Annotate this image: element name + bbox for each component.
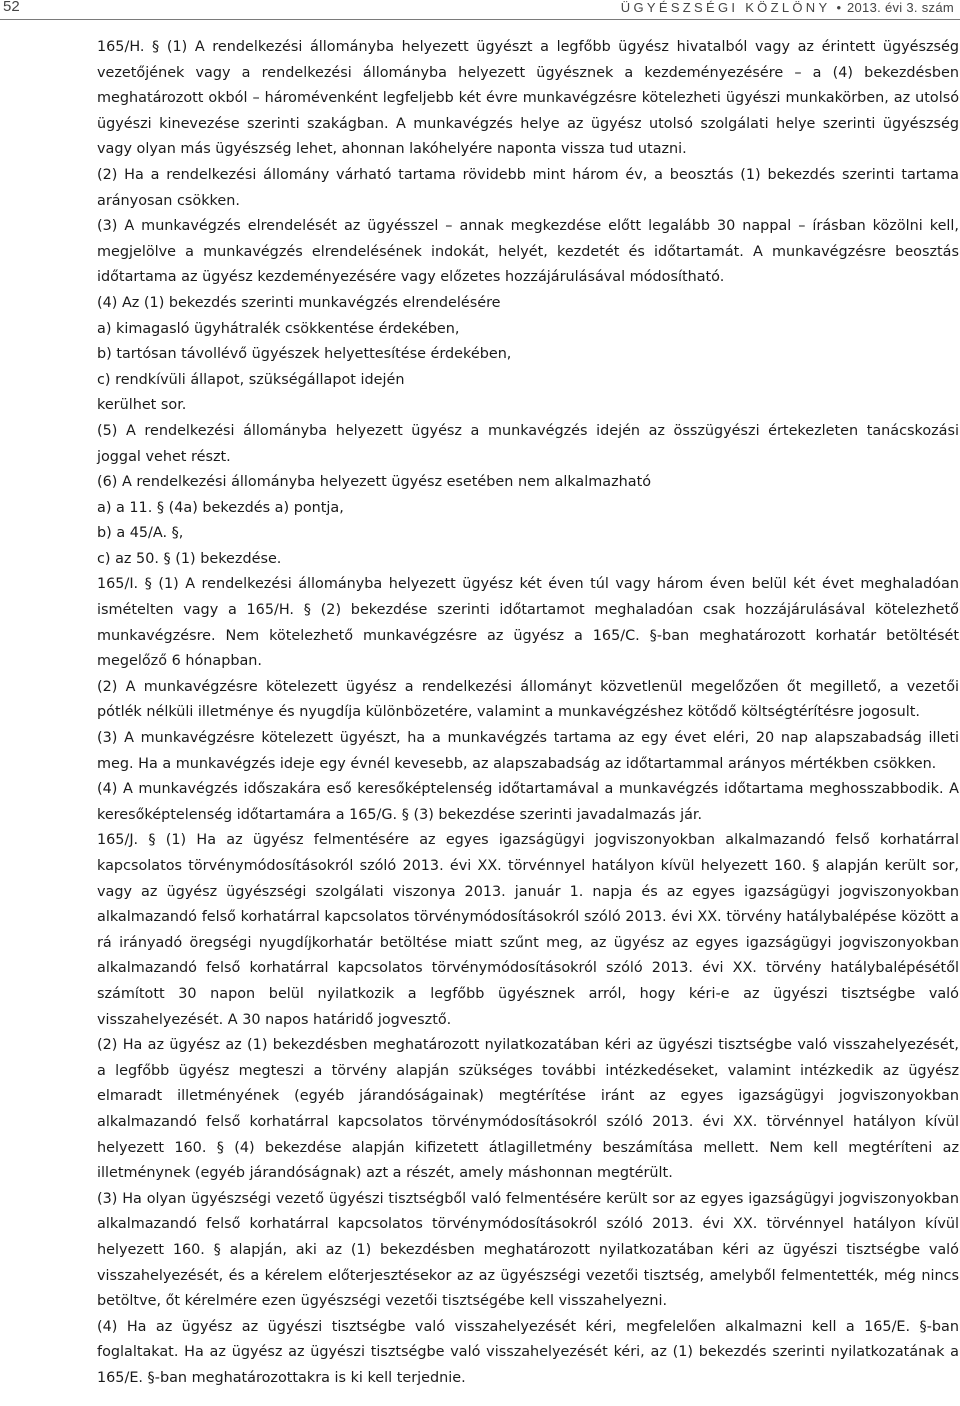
paragraph: 165/I. § (1) A rendelkezési állományba helyezett ügyész két éven túl vagy három éven belül két évet meghaladóan ismételten vagy a 165/H. § (2) bekezdése szerinti időtartamot meghaladóan csak hozzájárulásával kötelezhető munkavégzésre. Nem kötelezhető munkavégzésre az ügyész a 165/C. §-ban meghatározott korhatár betöltését megelőző 6 hónapban. [97, 576, 959, 670]
paragraph: (4) A munkavégzés időszakára eső keresőképtelenség időtartamával a munkavégzés időtartama meghosszabbodik. A keresőképtelenség időtartamára a 165/G. § (3) bekezdése szerinti javadalmazás jár. [97, 781, 959, 823]
bullet-separator: • [836, 0, 841, 15]
paragraph: (2) Ha az ügyész az (1) bekezdésben meghatározott nyilatkozatában kéri az ügyészi tisztségbe való visszahelyezését, a legfőbb ügyész megteszi a törvény alapján szükséges további intézkedéseket, valamint intézkedik az ügyész elmaradt illetményének (egyéb járandóságainak) megtérítése iránt az egyes igazságügyi jogviszonyokban alkalmazandó felső korhatárral kapcsolatos törvénymódosításokról szóló 2013. évi XX. törvénnyel hatályon kívül helyezett 160. § (4) bekezdése alapján kifizetett átlagilletmény beszámítása mellett. Nem kell megtéríteni az illetménynek (egyéb járandóságnak) azt a részét, amely máshonnan megtérült. [97, 1037, 959, 1182]
paragraph: (3) A munkavégzésre kötelezett ügyészt, ha a munkavégzés tartama az egy évet eléri, 20 nap alapszabadság illeti meg. Ha a munkavégzés ideje egy évnél kevesebb, az alapszabadság az időtartammal arányos mértékben csökken. [97, 730, 959, 772]
paragraph: (3) A munkavégzés elrendelését az ügyésszel – annak megkezdése előtt legalább 30 nappal – írásban közölni kell, megjelölve a munkavégzés elrendelésének indokát, helyét, kezdetét és időtartamát. A munkavégzésre beosztás időtartama az ügyész kezdeményezésére vagy előzetes hozzájárulásával módosítható. [97, 218, 959, 286]
list-item: b) a 45/A. §, [97, 525, 184, 542]
paragraph: (3) Ha olyan ügyészségi vezető ügyészi tisztségből való felmentésére került sor az egyes igazságügyi jogviszonyokban alkalmazandó felső korhatárral kapcsolatos törvénymódosításokról szóló 2013. évi XX. törvénnyel hatályon kívül helyezett 160. § alapján, aki az (1) bekezdésben meghatározott nyilatkozatában kéri az ügyészi tisztségbe való visszahelyezését, és a kérelem előterjesztésekor az az ügyészségi vezetői tisztség, amelyből felmentették, még nincs betöltve, őt kérelmére ezen ügyészségi vezetői tisztségébe kell visszahelyezni. [97, 1190, 959, 1310]
paragraph: (2) Ha a rendelkezési állomány várható tartama rövidebb mint három év, a beosztás (1) bekezdés szerinti tartama arányosan csökken. [97, 166, 959, 209]
document-body [97, 35, 959, 1391]
journal-title: ÜGYÉSZSÉGI KÖZLÖNY [620, 0, 831, 15]
paragraph: (6) A rendelkezési állományba helyezett ügyész esetében nem alkalmazható [97, 474, 652, 491]
issue-label: 2013. évi 3. szám [847, 0, 954, 15]
paragraph: (5) A rendelkezési állományba helyezett ügyész a munkavégzés idején az összügyészi értekezleten tanácskozási joggal vehet részt. [97, 422, 959, 465]
running-title [621, 0, 954, 15]
page-header [0, 0, 960, 22]
list-item: a) a 11. § (4a) bekezdés a) pontja, [97, 499, 344, 516]
page-number: 52 [3, 0, 20, 15]
list-item: c) az 50. § (1) bekezdése. [97, 550, 282, 567]
paragraph: (4) Az (1) bekezdés szerinti munkavégzés elrendelésére [97, 294, 501, 311]
paragraph: (2) A munkavégzésre kötelezett ügyész a rendelkezési állományt közvetlenül megelőzően őt megillető, a vezetői pótlék nélküli illetménye és nyugdíja különbözetére, valamint a munkavégzéshez kötődő költségtérítésre jogosult. [97, 678, 959, 721]
list-item: a) kimagasló ügyhátralék csökkentése érdekében, [97, 320, 460, 337]
paragraph: kerülhet sor. [97, 397, 187, 414]
list-item: b) tartósan távollévő ügyészek helyettesítése érdekében, [97, 346, 512, 363]
list-item: c) rendkívüli állapot, szükségállapot idején [97, 371, 405, 388]
header-divider [0, 19, 960, 20]
paragraph: 165/H. § (1) A rendelkezési állományba helyezett ügyészt a legfőbb ügyész hivatalból vagy az érintett ügyészség vezetőjének vagy a rendelkezési állományba helyezett ügyésznek a kezdeményezésére – a (4) bekezdésben meghatározott okból – háromévenként legfeljebb két évre munkavégzésre kötelezheti ügyészi munkakörben, az utolsó ügyészi kinevezése szerinti szakágban. A munkavégzés helye az ügyész utolsó szolgálati helye szerinti ügyészség vagy olyan más ügyészség lehet, ahonnan lakóhelyére naponta vissza tud utazni. [97, 39, 959, 158]
paragraph: (4) Ha az ügyész az ügyészi tisztségbe való visszahelyezését kéri, megfelelően alkalmazni kell a 165/E. §-ban foglaltakat. Ha az ügyész az ügyészi tisztségbe való visszahelyezését kéri, az (1) bekezdés szerinti nyilatkozatának a 165/E. §-ban meghatározottakra is ki kell terjednie. [97, 1318, 959, 1386]
paragraph: 165/J. § (1) Ha az ügyész felmentésére az egyes igazságügyi jogviszonyokban alkalmazandó felső korhatárral kapcsolatos törvénymódosításokról szóló 2013. évi XX. törvénnyel hatályon kívül helyezett 160. § alapján került sor, vagy az ügyész ügyészségi szolgálati viszonya 2013. január 1. napja és az egyes igazságügyi jogviszonyokban alkalmazandó felső korhatárral kapcsolatos törvénymódosításokról szóló 2013. évi XX. törvény hatálybalépése között a rá irányadó öregségi nyugdíjkorhatár betöltése miatt szűnt meg, az ügyész az egyes igazságügyi jogviszonyokban alkalmazandó felső korhatárral kapcsolatos törvénymódosításokról szóló 2013. évi XX. törvény hatálybalépésétől számított 30 napon belül nyilatkozik a legfőbb ügyésznek arról, hogy kéri-e az ügyészi tisztségbe való visszahelyezését. A 30 napos határidő jogvesztő. [97, 832, 959, 1028]
